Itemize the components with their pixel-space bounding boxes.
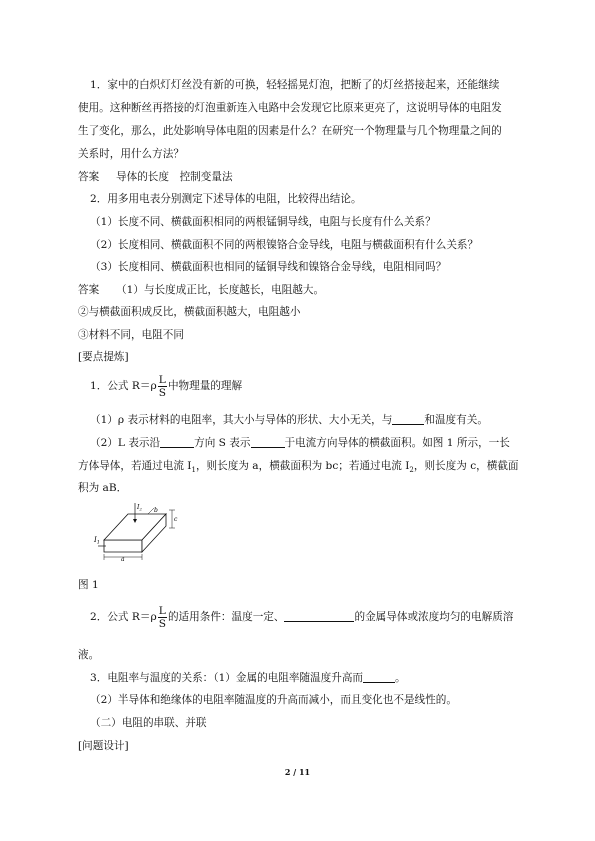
figure-1-cuboid xyxy=(94,500,188,572)
fig-label-i1: $I_1$ xyxy=(94,536,100,546)
kp-para3-sub2: 2 xyxy=(409,466,414,475)
fraction-numerator: L xyxy=(158,373,166,386)
kp-para1 xyxy=(90,413,488,427)
fill-blank[interactable] xyxy=(160,436,194,448)
q2-answer xyxy=(78,283,324,297)
q2-sub2: （2）长度相同、横截面积不同的两根镍铬合金导线，电阻与横截面积有什么关系？ xyxy=(90,239,479,251)
q1-answer xyxy=(78,170,233,184)
q1-line1: 1．家中的白炽灯灯丝没有新的可换，轻轻摇晃灯泡，把断了的灯丝搭接起来，还能继续 xyxy=(90,79,500,91)
fig-label-b: b xyxy=(154,507,158,514)
section-heading: （二）电阻的串联、并联 xyxy=(90,717,207,729)
fill-blank[interactable] xyxy=(251,436,285,448)
q1-answer-label: 答案 xyxy=(78,171,100,183)
q2-answer2: ②与横截面积成反比，横截面积越大，电阻越小 xyxy=(78,306,301,318)
resistivity-temperature xyxy=(90,671,406,685)
kp-para3-c: ，则长度为 c，横截面 xyxy=(413,460,519,472)
cuboid-diagram xyxy=(94,500,188,572)
q2-answer3: ③材料不同，电阻不同 xyxy=(78,329,184,341)
fig-label-a: a xyxy=(121,556,125,563)
q1-line2: 使用。这种断丝再搭接的灯泡重新连入电路中会发现它比原来更亮了，这说明导体的电阻发 xyxy=(78,102,502,114)
fraction2-denominator: S xyxy=(158,617,166,630)
fig-label-i2: $I_2$ xyxy=(137,504,142,512)
formula2-fraction xyxy=(158,605,167,630)
fill-blank[interactable] xyxy=(392,413,424,425)
kp-para1-b: 和温度有关。 xyxy=(424,414,488,426)
kp-para1-a: （1）ρ 表示材料的电阻率，其大小与导体的形状、大小无关，与 xyxy=(90,414,393,426)
q1-answer-text: 导体的长度 控制变量法 xyxy=(116,171,233,183)
q2-sub3: （3）长度相同、横截面积也相同的锰铜导线和镍铬合金导线，电阻相同吗？ xyxy=(90,261,447,273)
kp-para2-a: （2）L 表示沿 xyxy=(90,437,161,449)
resistivity-semiconductor: （2）半导体和绝缘体的电阻率随温度的升高而减小，而且变化也不是线性的。 xyxy=(90,694,457,706)
kp-para3-a: 方体导体，若通过电流 I xyxy=(78,460,192,472)
page-number: 2 / 11 xyxy=(284,767,311,777)
key-points-heading: [要点提炼] xyxy=(78,351,129,363)
kp-para3-b: ，则长度为 a，横截面积为 bc；若通过电流 I xyxy=(195,460,410,472)
resistivity-b: 。 xyxy=(395,672,406,684)
kp-para3 xyxy=(78,459,519,477)
resistivity-a: 3．电阻率与温度的关系：（1）金属的电阻率随温度升高而 xyxy=(90,672,364,684)
formula-fraction xyxy=(158,374,167,399)
formula-suffix: 中物理量的理解 xyxy=(167,380,243,392)
kp-para2 xyxy=(90,436,510,450)
kp-para2-c: 于电流方向导体的横截面积。如图 1 所示，一长 xyxy=(284,437,510,449)
kp-para2-b: 方向 S 表示 xyxy=(194,437,251,449)
formula2-suffix: 的适用条件：温度一定、 xyxy=(167,611,285,623)
kp-para3-sub1: 1 xyxy=(191,466,196,475)
fill-blank[interactable] xyxy=(284,610,354,622)
problem-design-heading: [问题设计] xyxy=(78,740,129,752)
formula-item2 xyxy=(90,604,513,630)
q2-intro: 2．用多用电表分别测定下述导体的电阻，比较得出结论。 xyxy=(90,193,362,205)
q2-answer-label: 答案 xyxy=(78,284,100,296)
fraction2-numerator: L xyxy=(158,604,166,617)
q1-line3: 生了变化，那么，此处影响导体电阻的因素是什么？在研究一个物理量与几个物理量之间的 xyxy=(78,125,502,137)
formula-item1 xyxy=(90,373,242,399)
fraction-denominator: S xyxy=(158,386,166,399)
figure-caption: 图 1 xyxy=(78,579,99,591)
q2-sub1: （1）长度不同、横截面积相同的两根锰铜导线，电阻与长度有什么关系？ xyxy=(90,216,436,228)
q2-answer1: （1）与长度成正比，长度越长，电阻越大。 xyxy=(116,284,325,296)
kp-para4: 积为 aB． xyxy=(78,482,128,494)
q1-line4: 关系时，用什么方法？ xyxy=(78,148,184,160)
fill-blank[interactable] xyxy=(363,671,395,683)
formula-item2-end: 液。 xyxy=(78,649,100,661)
formula2-prefix: 2．公式 R＝ρ xyxy=(90,611,157,623)
formula-prefix: 1．公式 R＝ρ xyxy=(90,380,157,392)
formula2-tail: 的金属导体或浓度均匀的电解质溶 xyxy=(354,611,514,623)
fig-label-c: c xyxy=(174,516,178,523)
